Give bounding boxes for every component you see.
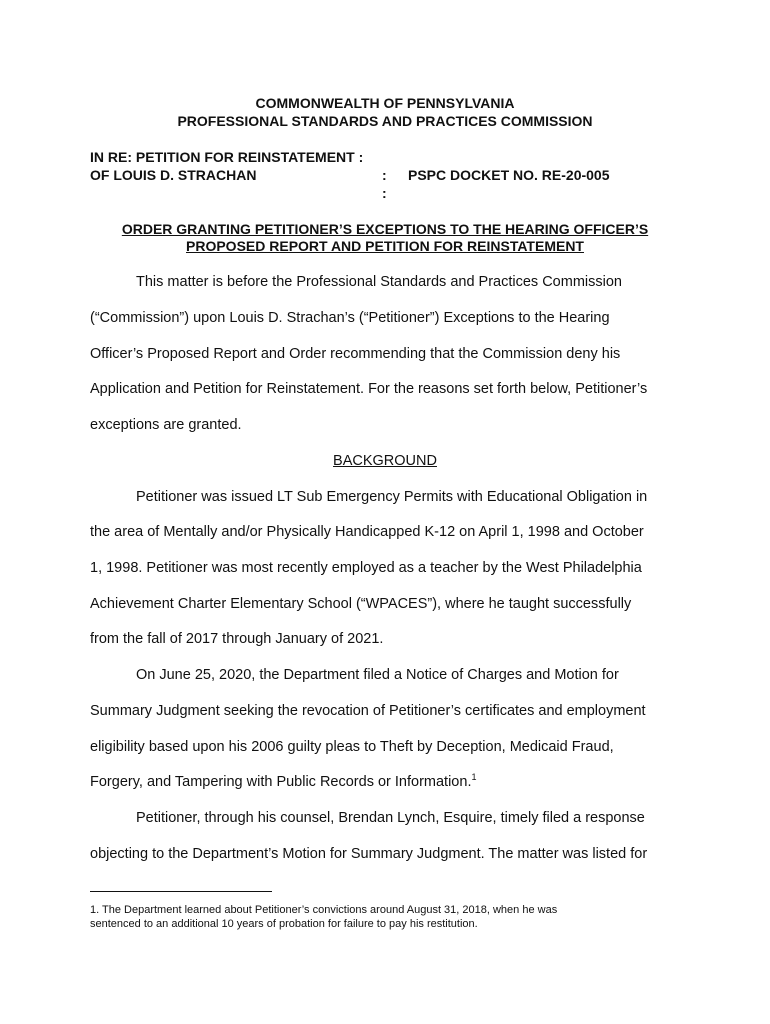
background-para1-line: Achievement Charter Elementary School (“WPACES”), where he taught successfully: [90, 596, 632, 612]
caption-colon: :: [382, 185, 387, 201]
background-para1-line: the area of Mentally and/or Physically Handicapped K-12 on April 1, 1998 and October: [90, 524, 644, 540]
background-para2-line: Summary Judgment seeking the revocation of Petitioner’s certificates and employment: [90, 703, 646, 719]
order-title-line: PROPOSED REPORT AND PETITION FOR REINSTATEMENT: [186, 238, 584, 254]
background-para3-line: Petitioner, through his counsel, Brendan Lynch, Esquire, timely filed a response: [136, 810, 645, 826]
order-title-line: ORDER GRANTING PETITIONER’S EXCEPTIONS TO THE HEARING OFFICER’S: [121, 221, 649, 237]
header-commission: PROFESSIONAL STANDARDS AND PRACTICES COMMISSION: [177, 113, 593, 129]
intro-line: This matter is before the Professional Standards and Practices Commission: [136, 274, 622, 290]
background-para1-line: from the fall of 2017 through January of 2021.: [90, 631, 384, 647]
background-para2-line: [90, 773, 680, 791]
footnote-line: sentenced to an additional 10 years of probation for failure to pay his restitution.: [90, 918, 478, 930]
intro-line: (“Commission”) upon Louis D. Strachan’s (“Petitioner”) Exceptions to the Hearing: [90, 310, 610, 326]
caption-colon: :: [382, 167, 387, 183]
background-para2-line: On June 25, 2020, the Department filed a Notice of Charges and Motion for: [136, 667, 619, 683]
background-para1-line: 1, 1998. Petitioner was most recently employed as a teacher by the West Philadelphia: [90, 560, 642, 576]
footnote-reference[interactable]: 1: [471, 772, 477, 783]
caption-in-re: IN RE: PETITION FOR REINSTATEMENT :: [90, 149, 364, 165]
section-heading-background: BACKGROUND: [333, 453, 437, 469]
intro-line: Application and Petition for Reinstatement. For the reasons set forth below, Petitioner’s: [90, 381, 648, 397]
footnote-divider: [90, 891, 272, 892]
background-para2-line: eligibility based upon his 2006 guilty pleas to Theft by Deception, Medicaid Fraud,: [90, 739, 614, 755]
caption-petitioner-name: OF LOUIS D. STRACHAN: [90, 167, 257, 183]
intro-line: Officer’s Proposed Report and Order recommending that the Commission deny his: [90, 346, 621, 362]
docket-number: PSPC DOCKET NO. RE-20-005: [408, 167, 610, 183]
intro-line: exceptions are granted.: [90, 417, 242, 433]
footnote-line: 1. The Department learned about Petitioner’s convictions around August 31, 2018, when he was: [90, 904, 558, 916]
header-commonwealth: COMMONWEALTH OF PENNSYLVANIA: [255, 95, 515, 111]
background-para1-line: Petitioner was issued LT Sub Emergency Permits with Educational Obligation in: [136, 489, 648, 505]
background-para3-line: objecting to the Department’s Motion for Summary Judgment. The matter was listed for: [90, 846, 648, 862]
background-para2-text: Forgery, and Tampering with Public Records or Information.: [90, 774, 472, 790]
